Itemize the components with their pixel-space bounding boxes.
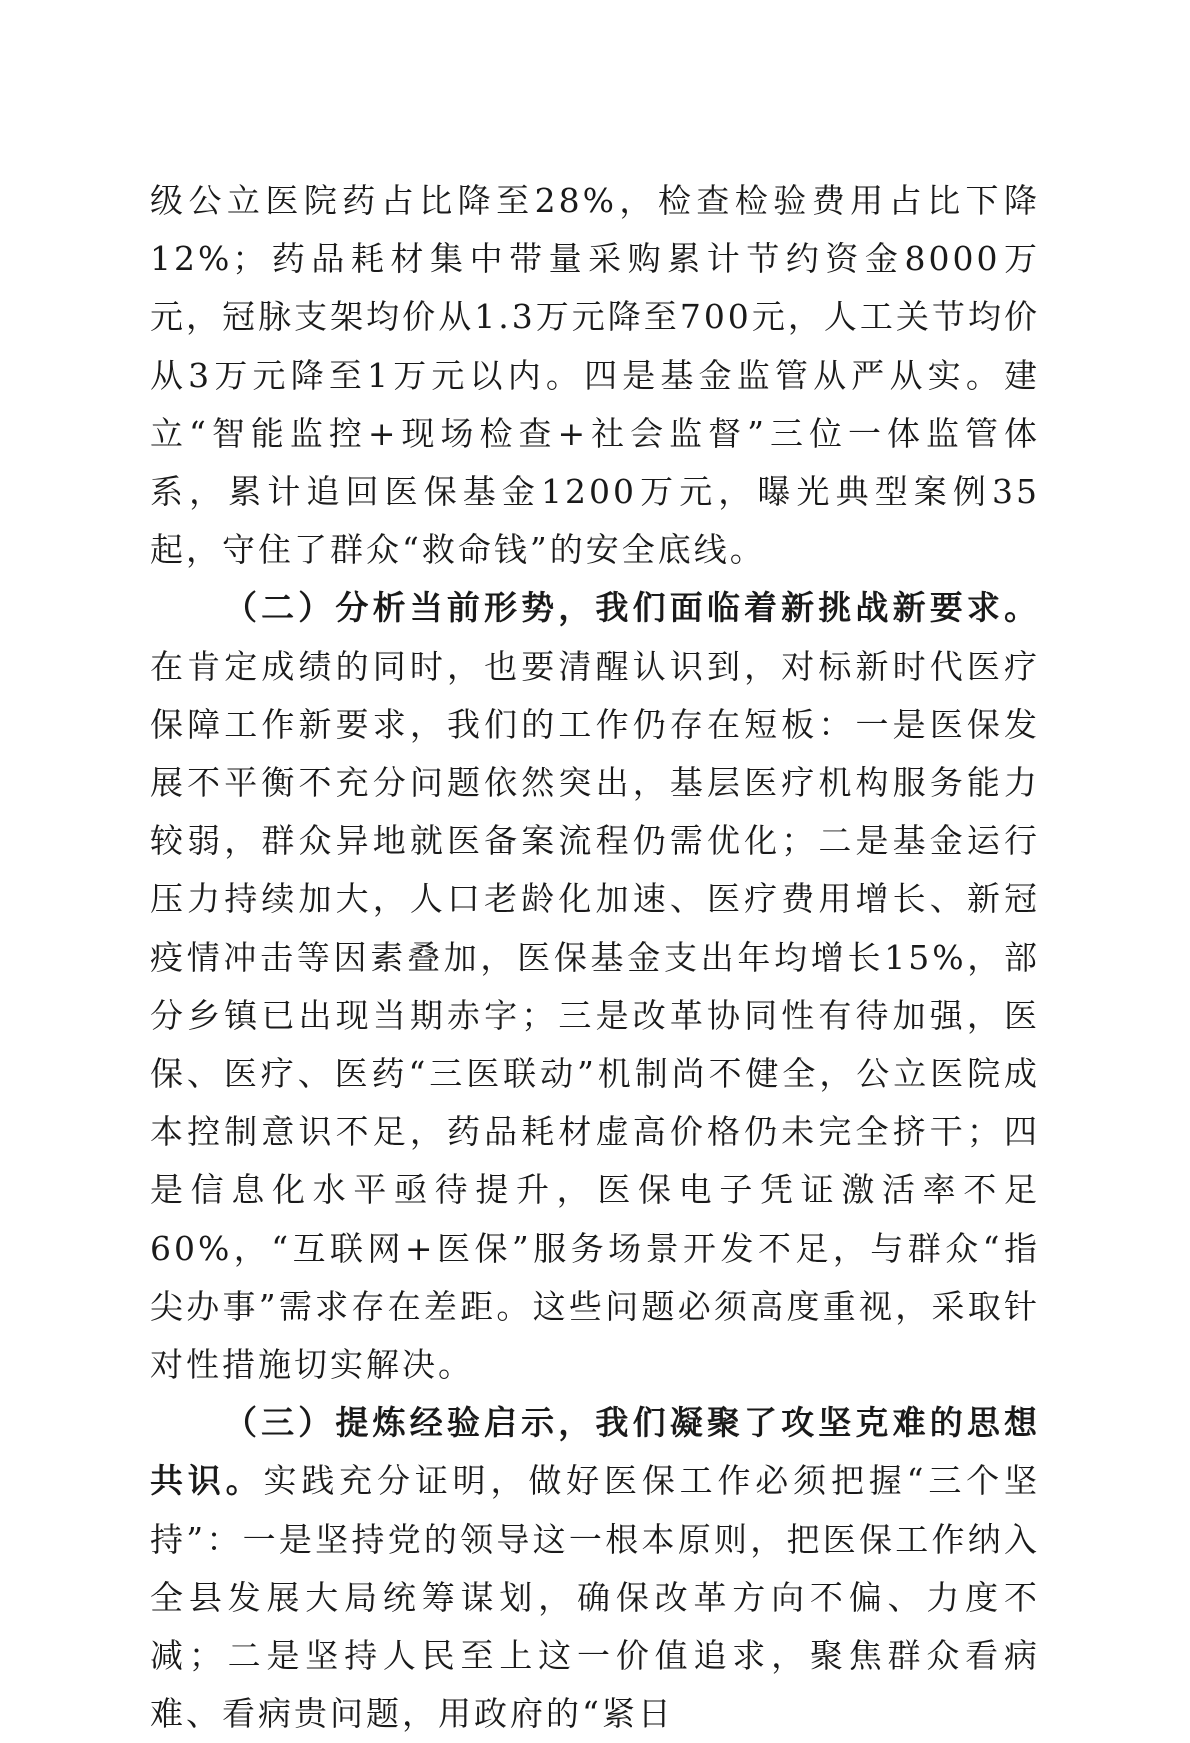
section-heading-2: （二）分析当前形势，我们面临着新挑战新要求。 bbox=[224, 588, 1040, 628]
document-body bbox=[150, 172, 1040, 1743]
paragraph-continuation bbox=[150, 172, 1040, 579]
paragraph-text: 在肯定成绩的同时，也要清醒认识到，对标新时代医疗保障工作新要求，我们的工作仍存在短板：一是医保发展不平衡不充分问题依然突出，基层医疗机构服务能力较弱，群众异地就医备案流程仍需优化；二是基金运行压力持续加大，人口老龄化加速、医疗费用增长、新冠疫情冲击等因素叠加，医保基金支出年均增长15%，部分乡镇已出现当期赤字；三是改革协同性有待加强，医保、医疗、医药“三医联动”机制尚不健全，公立医院成本控制意识不足，药品耗材虚高价格仍未完全挤干；四是信息化水平亟待提升，医保电子凭证激活率不足60%，“互联网+医保”服务场景开发不足，与群众“指尖办事”需求存在差距。这些问题必须高度重视，采取针对性措施切实解决。 bbox=[150, 646, 1040, 1385]
paragraph-section-2 bbox=[150, 579, 1040, 1394]
paragraph-section-3 bbox=[150, 1394, 1040, 1743]
paragraph-text: 级公立医院药占比降至28%，检查检验费用占比下降12%；药品耗材集中带量采购累计节约资金8000万元，冠脉支架均价从1.3万元降至700元，人工关节均价从3万元降至1万元以内。四是基金监管从严从实。建立“智能监控+现场检查+社会监督”三位一体监管体系，累计追回医保基金1200万元，曝光典型案例35起，守住了群众“救命钱”的安全底线。 bbox=[150, 181, 1040, 570]
paragraph-text: 实践充分证明，做好医保工作必须把握“三个坚持”：一是坚持党的领导这一根本原则，把医保工作纳入全县发展大局统筹谋划，确保改革方向不偏、力度不减；二是坚持人民至上这一价值追求，聚焦群众看病难、看病贵问题，用政府的“紧日 bbox=[150, 1461, 1041, 1734]
section-heading-3: （三）提炼经验启示，我们凝聚了攻坚克难的思想共识。 bbox=[150, 1403, 1040, 1501]
